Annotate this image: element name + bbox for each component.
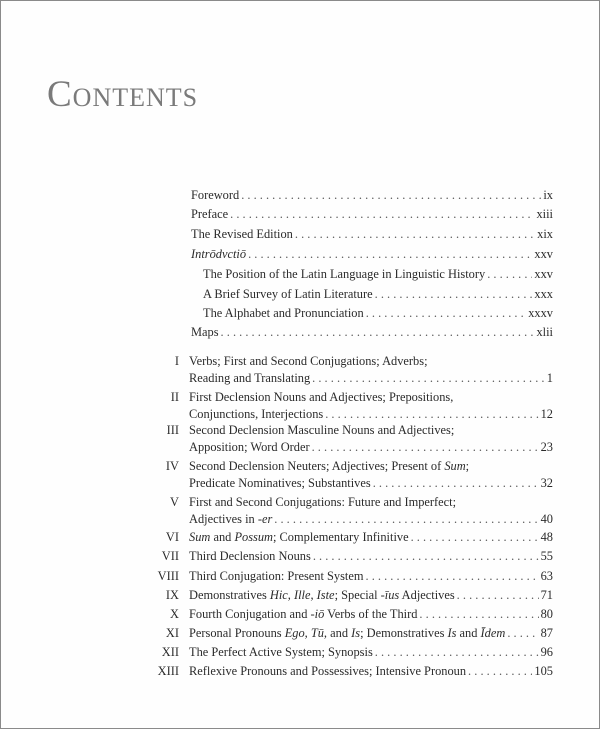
entry-page: xxx [534,287,553,301]
chapter-number: VIII [157,569,179,583]
toc-entry-alphabet[interactable] [203,305,553,322]
entry-page: 1 [546,371,553,385]
leader-dots [487,266,532,283]
entry-title: The Alphabet and Pronunciation [203,306,364,320]
entry-page: 71 [540,588,553,602]
entry-title: The Revised Edition [191,227,293,241]
entry-page: 12 [540,407,553,421]
title-part-italic: Sum [444,459,466,473]
entry-title: Foreword [191,188,240,202]
title-part: and [456,626,481,640]
entry-page: xiii [536,207,553,221]
entry-title: Apposition; Word Order [189,440,310,454]
entry-title: A Brief Survey of Latin Literature [203,287,373,301]
entry-title: Conjunctions, Interjections [189,407,324,421]
toc-entry-preface[interactable] [191,206,553,223]
entry-page: xix [537,227,553,241]
toc-entry-maps[interactable] [191,324,553,341]
title-part: Personal Pronouns [189,626,285,640]
title-part: Adjectives [399,588,455,602]
entry-page: ix [543,188,553,202]
toc-entry-chapter-8[interactable] [189,568,553,585]
toc-entry-chapter-11[interactable] [189,625,553,642]
leader-dots [230,206,534,223]
leader-dots [312,370,545,387]
chapter-number: VII [161,549,179,563]
entry-title: The Position of the Latin Language in Linguistic History [203,267,486,281]
toc-entry-chapter-5[interactable] [189,511,553,528]
title-part-italic: Is [447,626,457,640]
entry-title: Predicate Nominatives; Substantives [189,476,371,490]
toc-entry-introductio[interactable] [191,246,553,263]
leader-dots [274,511,538,528]
title-part: ; Demonstratives [360,626,448,640]
leader-dots [366,305,527,322]
title-part-italic: Sum [189,530,211,544]
leader-dots [313,548,539,565]
leader-dots [375,644,539,661]
chapter-number: V [170,495,179,509]
entry-page: xxv [534,267,553,281]
entry-page: 105 [534,664,553,678]
entry-title: Intrōdvctiō [191,247,247,261]
chapter-number: IX [165,588,179,602]
toc-entry-chapter-1[interactable] [189,370,553,387]
leader-dots [457,587,539,604]
chapter-title-line[interactable] [189,458,553,475]
leader-dots [325,406,538,423]
entry-title: Third Conjugation: Present System [189,569,364,583]
title-part-italic: Hic, Ille, Iste [269,588,335,602]
title-part: Fourth Conjugation and [189,607,311,621]
entry-page: 80 [540,607,553,621]
entry-page: 40 [540,512,553,526]
toc-entry-foreword[interactable] [191,187,553,204]
entry-title: Third Declension Nouns [189,549,311,563]
leader-dots [241,187,541,204]
toc-entry-revised-edition[interactable] [191,226,553,243]
entry-title: Reflexive Pronouns and Possessives; Intensive Pronoun [189,664,467,678]
chapter-number: IV [165,459,179,473]
title-part: ; Complementary Infinitive [273,530,409,544]
entry-page: xxv [534,247,553,261]
title-part-italic: -īus [380,588,400,602]
leader-dots [221,324,535,341]
chapter-number: XI [165,626,179,640]
toc-entry-chapter-7[interactable] [189,548,553,565]
title-part: Second Declension Neuters; Adjectives; Present of [189,459,445,473]
leader-dots [248,246,532,263]
entry-page: 55 [540,549,553,563]
leader-dots [295,226,535,243]
toc-entry-chapter-2[interactable] [189,406,553,423]
entry-title [189,529,409,546]
title-part-italic: Possum [234,530,273,544]
entry-title [189,511,272,528]
title-part: Adjectives in [189,512,258,526]
title-part-italic: Ego, Tū, [284,626,328,640]
leader-dots [419,606,538,623]
entry-title: Maps [191,325,219,339]
toc-entry-chapter-10[interactable] [189,606,553,623]
entry-title: The Perfect Active System; Synopsis [189,645,373,659]
title-part: Verbs of the Third [324,607,418,621]
title-part: ; Special [334,588,381,602]
chapter-number: VI [165,530,179,544]
title-part: and [210,530,235,544]
entry-page: 32 [540,476,553,490]
toc-entry-chapter-12[interactable] [189,644,553,661]
toc-entry-brief-survey[interactable] [203,286,553,303]
leader-dots [373,475,539,492]
leader-dots [468,663,532,680]
entry-title [189,625,505,642]
chapter-number: XIII [157,664,179,678]
entry-page: xxxv [528,306,553,320]
leader-dots [375,286,533,303]
chapter-number: XII [161,645,179,659]
entry-title [189,606,417,623]
entry-page: 96 [540,645,553,659]
chapter-title-line[interactable]: Verbs; First and Second Conjugations; Adverbs; [189,354,428,368]
leader-dots [312,439,539,456]
chapter-number: X [170,607,179,621]
leader-dots [507,625,538,642]
entry-page: 63 [540,569,553,583]
entry-page: 48 [540,530,553,544]
entry-title: Reading and Translating [189,371,311,385]
toc-entry-chapter-4[interactable] [189,475,553,492]
title-part-italic: -er [257,512,273,526]
title-part-italic: Is [351,626,361,640]
chapter-number: III [166,423,179,437]
chapter-number: II [170,390,179,404]
entry-title: Preface [191,207,229,221]
toc-entry-chapter-6[interactable] [189,529,553,546]
chapter-title-line[interactable]: First and Second Conjugations: Future and Imperfect; [189,495,457,509]
toc-entry-chapter-3[interactable] [189,439,553,456]
title-part-italic: Īdem [480,626,506,640]
chapter-number: I [174,354,179,368]
title-part: and [327,626,352,640]
chapter-title-line[interactable]: Second Declension Masculine Nouns and Adjectives; [189,423,455,437]
entry-page: 23 [540,440,553,454]
page-title: Contents [47,74,199,115]
toc-entry-chapter-9[interactable] [189,587,553,604]
title-part: ; [465,459,470,473]
entry-page: xlii [536,325,553,339]
title-part: Demonstratives [189,588,270,602]
leader-dots [366,568,539,585]
entry-page: 87 [540,626,553,640]
toc-entry-position-latin[interactable] [203,266,553,283]
title-part-italic: -iō [310,607,325,621]
leader-dots [411,529,539,546]
chapter-title-line[interactable]: First Declension Nouns and Adjectives; Prepositions, [189,390,454,404]
entry-title [189,587,455,604]
toc-entry-chapter-13[interactable] [189,663,553,680]
